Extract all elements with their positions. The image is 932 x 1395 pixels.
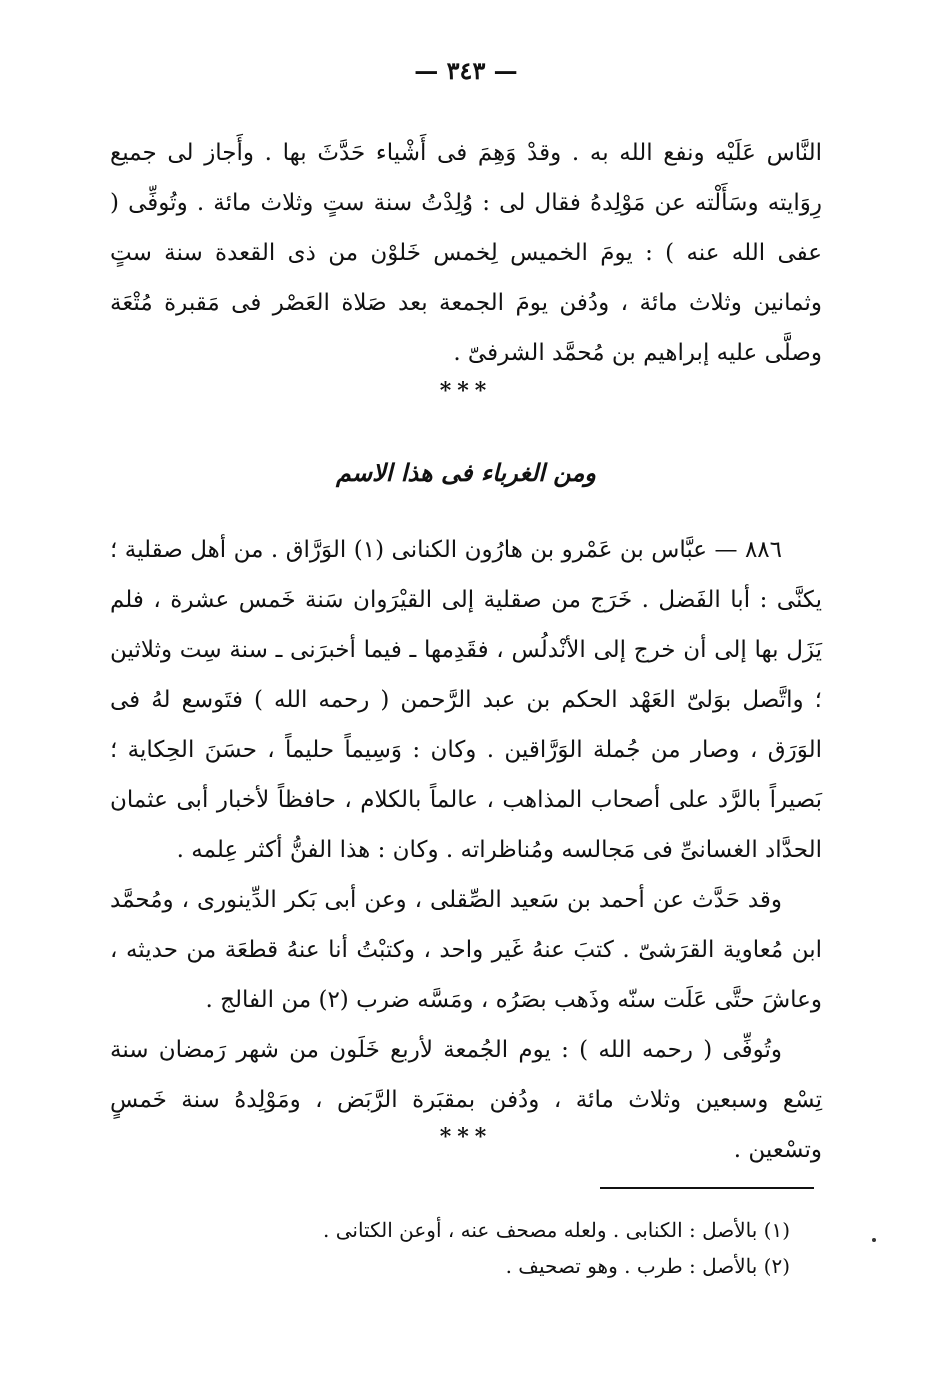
entry-886-block: [110, 525, 822, 1163]
footnote-2: (٢) بالأصل : طرب . وهو تصحيف .: [505, 1254, 790, 1278]
entry-paragraph-3: وتُوفِّى ( رحمه الله ) : يوم الجُمعة لأربع خَلَون من شهر رَمضان سنة تِسْع وسبعين وثلاث مائة ، ودُفن بمقبَرة الرَّبَض ، ومَوْلِدهُ سنة خَمسٍ وتسْعين .: [110, 1037, 822, 1163]
separator-stars: ***: [439, 378, 493, 404]
margin-dot: [872, 1238, 876, 1242]
intro-paragraph: النَّاس عَلَيْه ونفع الله به . وقدْ وَهِمَ فى أَشْياء حَدَّثَ بها . وأَجاز لى جميع رِوَايته وسَأَلْته عن مَوْلِدهُ فقال لى : وُلِدْتُ سنة ستٍ وثلاث مائة . وتُوفِّى ( عفى الله عنه ) : يومَ الخميس لِخمس خَلوْن من ذى القعدة سنة ستٍ وثمانين وثلاث مائة ، ودُفن يومَ الجمعة بعد صَلاة العَصْر فى مَقبرة مُتْعَة وصلَّى عليه إبراهيم بن مُحمَّد الشرفىّ .: [110, 140, 822, 366]
page-number: — ٣٤٣ —: [414, 56, 518, 85]
entry-paragraph-1: ٨٨٦ — عبَّاس بن عَمْرو بن هارُون الكنانى (١) الوَرَّاق . من أهل صقلية ؛ يكنَّى : أبا الفَضل . خَرَج من صقلية إلى القيْرَوان سَنة خَمس عشرة ، فلم يَزَل بها إلى أن خرج إلى الأنْدلُس ، فقَدِمها ـ فيما أخبرَنى ـ سنة سِت وثلاثين ؛ واتَّصل بوَلىّ العَهْد الحكم بن عبد الرَّحمن ( رحمه الله ) فتَوسع لهُ فى الوَرَق ، وصار من جُملة الوَرَّاقين . وكان : وَسِيماً حليماً ، حسَنَ الحِكاية ؛ بَصيراً بالرَّد على أصحاب المذاهب ، عالماً بالكلام ، حافظاً لأخبار أبى عثمان الحدَّاد الغسانىِّ فى مَجالسه ومُناظراته . وكان : هذا الفنُّ أكثر عِلمه .: [110, 537, 822, 863]
footnotes: [300, 1212, 790, 1284]
footnote-rule: [600, 1187, 814, 1189]
intro-paragraph-block: [110, 128, 822, 366]
footnote-1: (١) بالأصل : الكنابى . ولعله مصحف عنه ، أوعن الكتانى .: [323, 1218, 790, 1242]
section-heading: ومن الغرباء فى هذا الاسم: [335, 458, 597, 487]
separator-stars-2: ***: [439, 1124, 493, 1150]
entry-paragraph-2: وقد حَدَّث عن أحمد بن سَعيد الصِّقلى ، وعن أبى بَكر الدِّينورى ، ومُحمَّد ابن مُعاوية القرَشىّ . كتبَ عنهُ غَير واحد ، وكتبْتُ أنا عنهُ قطعَة من حديثه ، وعاشَ حتَّى عَلَت سنّه وذَهب بصَرُه ، ومَسَّه ضرب (٢) من الفالج .: [110, 887, 822, 1013]
